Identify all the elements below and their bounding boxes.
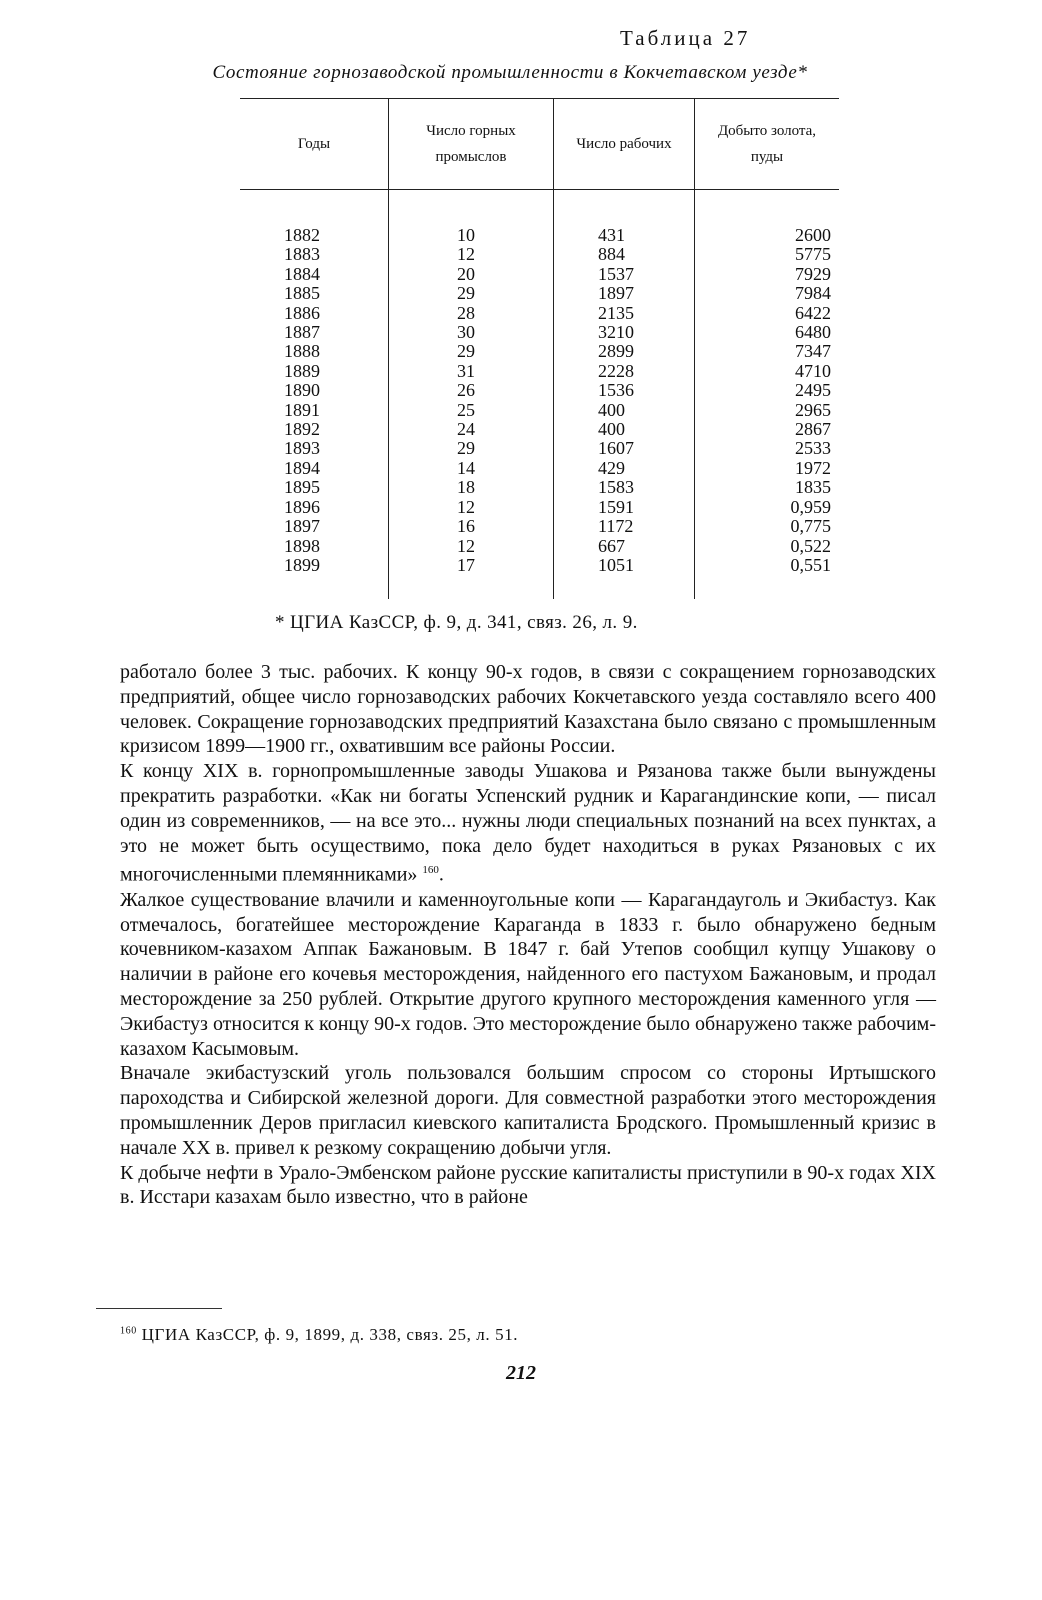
gold-cell: 2867 (795, 419, 831, 440)
paragraph: Вначале экибастузский уголь пользовался большим спросом со стороны Иртышского пароходства и Сибирской железной дороги. Для совместной разработки этого месторождения промышленник Деров пригласил киевского капиталиста Бродского. Промышленный кризис в начале XX в. привел к резкому сокращению добычи угля. (120, 1062, 936, 1159)
workers-cell: 1607 (598, 438, 634, 459)
year-cell: 1893 (284, 438, 320, 459)
mines-cell: 29 (457, 283, 475, 304)
workers-cell: 884 (598, 244, 625, 265)
year-cell: 1897 (284, 516, 320, 537)
gold-cell: 2965 (795, 399, 831, 420)
mines-cell: 12 (457, 244, 475, 265)
mines-cell: 16 (457, 516, 475, 537)
year-cell: 1891 (284, 399, 320, 420)
column-years (240, 226, 388, 575)
year-cell: 1899 (284, 554, 320, 575)
gold-cell: 7929 (795, 263, 831, 284)
page-number: 212 (506, 1362, 536, 1384)
mines-cell: 17 (457, 554, 475, 575)
year-cell: 1889 (284, 360, 320, 381)
mines-cell: 24 (457, 419, 475, 440)
year-cell: 1896 (284, 496, 320, 517)
header-workers: Число рабочих (554, 99, 695, 190)
gold-cell: 1972 (795, 457, 831, 478)
year-cell: 1887 (284, 322, 320, 343)
column-gold (695, 226, 839, 575)
year-cell: 1885 (284, 283, 320, 304)
gold-cell: 0,775 (790, 516, 831, 537)
year-cell: 1898 (284, 535, 320, 556)
paragraph: К концу XIX в. горнопромышленные заводы Ушакова и Рязанова также были вынуждены прекратить разработки. «Как ни богаты Успенский рудник и Карагандинские копи, — писал один из современников, — на все это... нужны люди специальных познаний на всех пунктах, а это не может быть осуществимо, пока дело будет находиться в руках Рязановых с их многочисленными племянниками» $^{160}$. (120, 760, 936, 887)
table-title: Состояние горнозаводской промышленности в Кокчетавском уезде* (212, 62, 808, 83)
year-cell: 1890 (284, 380, 320, 401)
mines-cell: 28 (457, 302, 475, 323)
footnote-divider (96, 1308, 222, 1309)
workers-cell: 2899 (598, 341, 634, 362)
paragraph: К добыче нефти в Урало-Эмбенском районе русские капиталисты приступили в 90-х годах XIX в. Исстари казахам было известно, что в районе (120, 1161, 936, 1209)
workers-cell: 2135 (598, 302, 634, 323)
gold-cell: 2495 (795, 380, 831, 401)
gold-cell: 5775 (795, 244, 831, 265)
header-years: Годы (240, 99, 389, 190)
table-source-note: * ЦГИА КазССР, ф. 9, д. 341, связ. 26, л. 9. (275, 612, 638, 633)
year-cell: 1895 (284, 477, 320, 498)
workers-cell: 429 (598, 457, 625, 478)
header-mines: Число горных промыслов (389, 99, 554, 190)
table-label: Таблица 27 (620, 26, 751, 50)
workers-cell: 1897 (598, 283, 634, 304)
paragraph: работало более 3 тыс. рабочих. К концу 90-х годов, в связи с сокращением горнозаводских предприятий, общее число горнозаводских рабочих Кокчетавского уезда составляло всего 400 человек. Сокращение горнозаводских предприятий Казахстана было связано с промышленным кризисом 1899—1900 гг., охватившим все районы России. (120, 661, 936, 758)
year-cell: 1894 (284, 457, 320, 478)
workers-cell: 667 (598, 535, 625, 556)
footnote-ref: 160 (422, 864, 439, 877)
gold-cell: 7984 (795, 283, 831, 304)
mines-cell: 31 (457, 360, 475, 381)
mines-cell: 29 (457, 341, 475, 362)
paragraph-text: К концу XIX в. горнопромышленные заводы Ушакова и Рязанова также были вынуждены прекратить разработки. «Как ни богаты Успенский рудник и Карагандинские копи, — писал один из современников, — на все это... нужны люди специальных познаний на всех пунктах, а это не может быть осуществимо, пока дело будет находиться в руках Рязановых с их многочисленными племянниками» (120, 760, 936, 887)
mines-cell: 25 (457, 399, 475, 420)
year-cell: 1882 (284, 225, 320, 245)
mines-cell: 29 (457, 438, 475, 459)
gold-cell: 0,551 (790, 554, 831, 575)
workers-cell: 431 (598, 225, 625, 245)
paragraph: Жалкое существование влачили и каменноугольные копи — Карагандауголь и Экибастуз. Как отмечалось, богатейшее месторождение Караганда в 1833 г. было обнаружено бедным кочевником-казахом Аппак Бажановым. В 1847 г. бай Утепов сообщил купцу Ушакову о наличии в районе его кочевья месторождения, найденного его пастухом Бажановым, и продал месторождение за 250 рублей. Открытие другого крупного месторождения каменного угля — Экибастуз относится к концу 90-х годов. Это месторождение было обнаружено также рабочим-казахом Касымовым. (120, 888, 936, 1060)
workers-cell: 1537 (598, 263, 634, 284)
workers-cell: 1172 (598, 516, 634, 537)
mines-cell: 18 (457, 477, 475, 498)
mines-cell: 12 (457, 535, 475, 556)
gold-cell: 6480 (795, 322, 831, 343)
gold-cell: 2600 (795, 225, 831, 245)
gold-cell: 0,522 (790, 535, 831, 556)
workers-cell: 1591 (598, 496, 634, 517)
mines-cell: 20 (457, 263, 475, 284)
gold-cell: 0,959 (790, 496, 831, 517)
year-cell: 1884 (284, 263, 320, 284)
workers-cell: 400 (598, 399, 625, 420)
mines-cell: 30 (457, 322, 475, 343)
workers-cell: 1583 (598, 477, 634, 498)
mines-cell: 12 (457, 496, 475, 517)
footnote-number: 160 (120, 1325, 137, 1337)
year-cell: 1883 (284, 244, 320, 265)
footnote-text: ЦГИА КазССР, ф. 9, 1899, д. 338, связ. 25, л. 51. (141, 1325, 519, 1344)
mines-cell: 26 (457, 380, 475, 401)
header-gold: Добыто золота, пуды (695, 99, 840, 190)
column-workers (554, 226, 694, 575)
mines-cell: 10 (457, 225, 475, 245)
year-cell: 1886 (284, 302, 320, 323)
footnote (120, 1325, 518, 1345)
workers-cell: 2228 (598, 360, 634, 381)
mining-statistics-table (240, 98, 839, 599)
column-mines (389, 226, 553, 575)
year-cell: 1888 (284, 341, 320, 362)
workers-cell: 1536 (598, 380, 634, 401)
workers-cell: 400 (598, 419, 625, 440)
workers-cell: 1051 (598, 554, 634, 575)
gold-cell: 1835 (795, 477, 831, 498)
gold-cell: 6422 (795, 302, 831, 323)
gold-cell: 2533 (795, 438, 831, 459)
workers-cell: 3210 (598, 322, 634, 343)
gold-cell: 7347 (795, 341, 831, 362)
year-cell: 1892 (284, 419, 320, 440)
body-text (120, 660, 936, 1210)
mines-cell: 14 (457, 457, 475, 478)
gold-cell: 4710 (795, 360, 831, 381)
